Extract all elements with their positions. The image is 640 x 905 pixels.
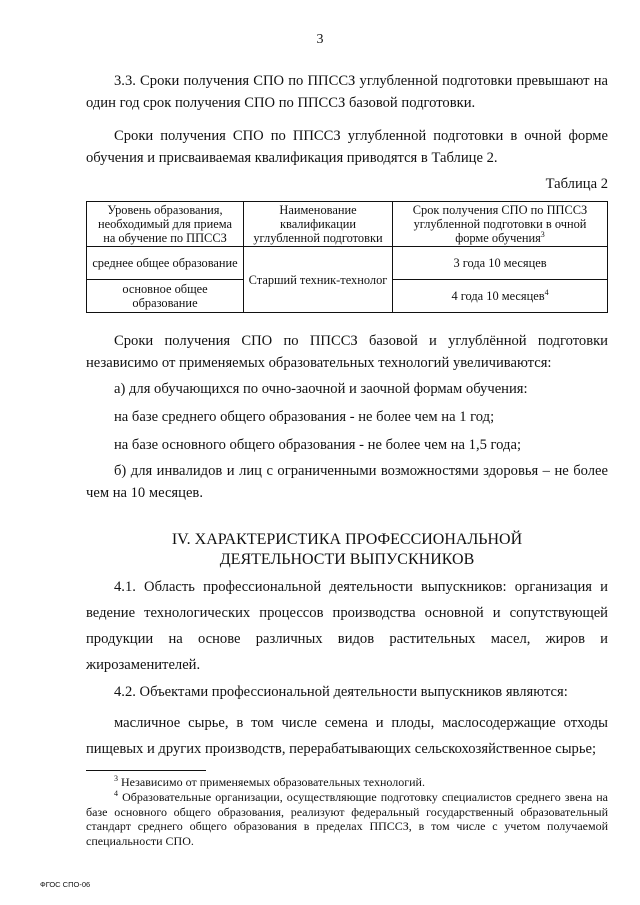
paragraph-raw-materials bbox=[86, 710, 608, 762]
header-cell-level: Уровень образования, необходимый для приема на обучение по ППССЗ bbox=[87, 202, 244, 247]
text-line: Сроки получения СПО по ППССЗ базовой и углублённой подготовки bbox=[114, 333, 608, 349]
list-item-a: а) для обучающихся по очно-заочной и заочной формам обучения: bbox=[114, 381, 528, 397]
text-line: чем на 10 месяцев. bbox=[86, 485, 203, 501]
table-row bbox=[87, 247, 608, 280]
paragraph-4-2: 4.2. Объектами профессиональной деятельности выпускников являются: bbox=[114, 684, 568, 700]
list-item-a2: на базе основного общего образования - не более чем на 1,5 года; bbox=[114, 437, 522, 453]
text-line: ведение технологических процессов производства основной и сопутствующей bbox=[86, 605, 608, 621]
table-header-row bbox=[87, 202, 608, 247]
footnote-text: специальности СПО. bbox=[86, 833, 194, 848]
footnote-mark: 3 bbox=[114, 774, 118, 783]
heading-line: ДЕЯТЕЛЬНОСТИ ВЫПУСКНИКОВ bbox=[219, 551, 475, 568]
text-line: жирозаменителей. bbox=[86, 657, 201, 673]
cell-level: основное общее образование bbox=[87, 280, 244, 313]
text-line: Сроки получения СПО по ППССЗ углубленной подготовки в очной форме bbox=[114, 128, 608, 144]
footnote-3 bbox=[86, 775, 608, 790]
text-line: пищевых и других производств, перерабатывающих сельскохозяйственное сырье; bbox=[86, 741, 597, 757]
text-line: независимо от применяемых образовательных технологий увеличиваются: bbox=[86, 355, 552, 371]
text-line: 4.1. Область профессиональной деятельности выпускников: организация и bbox=[114, 579, 608, 595]
text-line: обучения и присваиваемая квалификация приводятся в Таблице 2. bbox=[86, 150, 498, 166]
heading-line: IV. ХАРАКТЕРИСТИКА ПРОФЕССИОНАЛЬНОЙ bbox=[171, 531, 523, 548]
list-item-b bbox=[86, 460, 608, 504]
footnote-4 bbox=[86, 790, 608, 848]
cell-term: 3 года 10 месяцев bbox=[393, 247, 608, 280]
paragraph-4-1 bbox=[86, 574, 608, 678]
text-line: масличное сырье, в том числе семена и плоды, маслосодержащие отходы bbox=[114, 715, 608, 731]
document-footer: ФГОС СПО-06 bbox=[40, 880, 91, 889]
text-line: один год срок получения СПО по ППССЗ базовой подготовки. bbox=[86, 95, 476, 111]
header-cell-term: Срок получения СПО по ППССЗ углубленной подготовки в очной форме обучения$^3$ bbox=[393, 202, 608, 247]
footnote-text: базе основного общего образования, реализуют федеральный государственный образовательный bbox=[86, 804, 608, 819]
cell-term: 4 года 10 месяцев$^4$ bbox=[393, 280, 608, 313]
footnote-separator bbox=[86, 770, 206, 771]
table-caption: Таблица 2 bbox=[545, 176, 608, 192]
paragraph-3-3 bbox=[86, 70, 608, 114]
text-line: продукции на основе различных видов растительных масел, жиров и bbox=[86, 631, 608, 647]
footnote-text: стандарт среднего общего образования в пределах ППССЗ, в том числе с учетом получаемой bbox=[86, 819, 608, 833]
section-heading bbox=[86, 530, 608, 570]
footnote-text: Образовательные организации, осуществляющие подготовку специалистов среднего звена на bbox=[122, 790, 609, 804]
cell-level: среднее общее образование bbox=[87, 247, 244, 280]
footnote-text: Независимо от применяемых образовательных технологий. bbox=[121, 775, 425, 789]
page-number: 3 bbox=[316, 32, 324, 47]
text-line: 3.3. Сроки получения СПО по ППССЗ углубленной подготовки превышают на bbox=[114, 73, 608, 89]
qualification-table bbox=[86, 201, 608, 313]
paragraph-terms bbox=[86, 125, 608, 169]
text-line: б) для инвалидов и лиц с ограниченными возможностями здоровья – не более bbox=[114, 463, 608, 479]
footnote-ref: 3 bbox=[540, 229, 545, 239]
footnote-ref: 4 bbox=[544, 287, 549, 297]
footnote-mark: 4 bbox=[114, 789, 118, 798]
header-cell-qualification: Наименование квалификации углубленной подготовки bbox=[244, 202, 393, 247]
paragraph-increase bbox=[86, 330, 608, 374]
list-item-a1: на базе среднего общего образования - не более чем на 1 год; bbox=[114, 409, 495, 425]
cell-qualification: Старший техник-технолог bbox=[244, 247, 393, 313]
